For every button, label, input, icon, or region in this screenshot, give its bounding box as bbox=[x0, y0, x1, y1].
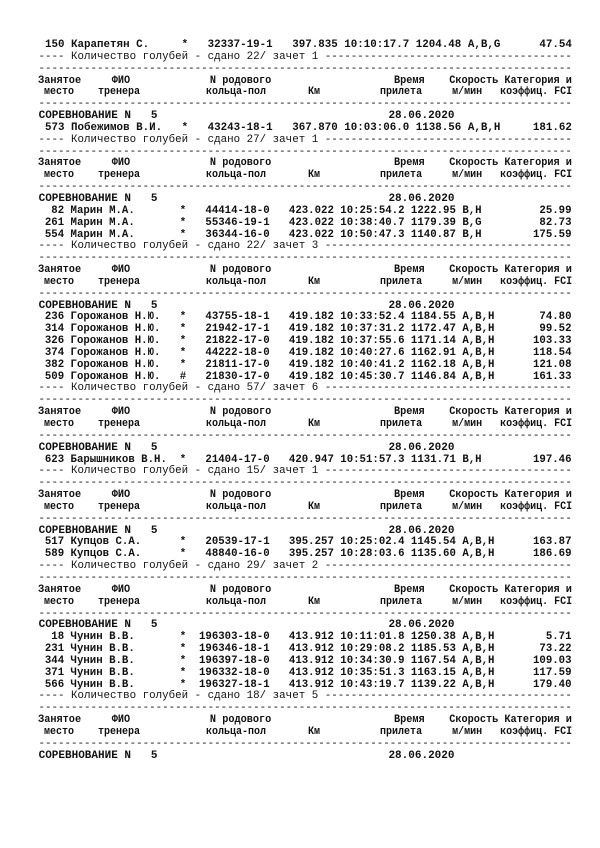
column-header-line: место тренера кольца-пол Км прилета м/мин коэффиц. FCI bbox=[32, 418, 573, 430]
pigeon-count-summary: ---- Количество голубей - сдано 57/ зачет 6 -------------------------------------- bbox=[32, 382, 572, 395]
result-row: 371 Чунин В.В. * 196332-18-0 413.912 10:35:51.3 1163.15 A,B,H 117.59 bbox=[32, 666, 572, 679]
separator-line: ---------------------------------------------------------------------------------- bbox=[32, 98, 572, 111]
result-row: 509 Горожанов Н.Ю. # 21830-17-0 419.182 10:45:30.7 1146.84 A,B,H 161.33 bbox=[32, 370, 572, 383]
competition-header: СОРЕВНОВАНИЕ N 5 28.06.2020 bbox=[32, 441, 455, 454]
separator-line: ---------------------------------------------------------------------------------- bbox=[32, 181, 572, 194]
separator-line: ---------------------------------------------------------------------------------- bbox=[32, 737, 572, 750]
result-row: 374 Горожанов Н.Ю. * 44222-18-0 419.182 10:40:27.6 1162.91 A,B,H 118.54 bbox=[32, 346, 572, 359]
separator-line: ---------------------------------------------------------------------------------- bbox=[32, 607, 572, 620]
result-row: 517 Купцов С.А. * 20539-17-1 395.257 10:25:02.4 1145.54 A,B,H 163.87 bbox=[32, 536, 572, 549]
result-row: 150 Карапетян С. * 32337-19-1 397.835 10:10:17.7 1204.48 A,B,G 47.54 bbox=[32, 39, 572, 51]
separator-line: ---------------------------------------------------------------------------------- bbox=[32, 287, 572, 300]
column-header-line: Занятое ФИО N родового Время Скорость Категория и bbox=[32, 583, 572, 596]
result-row: 326 Горожанов Н.Ю. * 21822-17-0 419.182 10:37:55.6 1171.14 A,B,H 103.33 bbox=[32, 335, 572, 348]
result-row: 589 Купцов С.А. * 48840-16-0 395.257 10:28:03.6 1135.60 A,B,H 186.69 bbox=[32, 548, 572, 561]
column-header-line: место тренера кольца-пол Км прилета м/мин коэффиц. FCI bbox=[32, 169, 573, 182]
result-row: 261 Марин М.А. * 55346-19-1 423.022 10:38:40.7 1179.39 B,G 82.73 bbox=[32, 216, 572, 229]
results-report bbox=[32, 40, 572, 762]
competition-header: СОРЕВНОВАНИЕ N 5 28.06.2020 bbox=[32, 110, 455, 123]
result-row: 18 Чунин В.В. * 196303-18-0 413.912 10:11:01.8 1250.38 A,B,H 5.71 bbox=[32, 631, 572, 644]
pigeon-count-summary: ---- Количество голубей - сдано 29/ зачет 2 -------------------------------------- bbox=[32, 560, 572, 573]
pigeon-count-summary: ---- Количество голубей - сдано 15/ зачет 1 -------------------------------------- bbox=[32, 465, 572, 478]
column-header-line: Занятое ФИО N родового Время Скорость Категория и bbox=[32, 489, 572, 502]
column-header-line: место тренера кольца-пол Км прилета м/мин коэффиц. FCI bbox=[32, 725, 573, 738]
column-header-line: место тренера кольца-пол Км прилета м/мин коэффиц. FCI bbox=[32, 595, 573, 608]
separator-line: ---------------------------------------------------------------------------------- bbox=[32, 571, 572, 584]
separator-line: ---------------------------------------------------------------------------------- bbox=[32, 394, 572, 407]
competition-header: СОРЕВНОВАНИЕ N 5 28.06.2020 bbox=[32, 299, 455, 312]
column-header-line: Занятое ФИО N родового Время Скорость Категория и bbox=[32, 264, 572, 277]
separator-line: ---------------------------------------------------------------------------------- bbox=[32, 512, 572, 525]
result-row: 623 Барышников В.Н. * 21404-17-0 420.947 10:51:57.3 1131.71 B,H 197.46 bbox=[32, 453, 572, 466]
pigeon-count-summary: ---- Количество голубей - сдано 22/ зачет 3 -------------------------------------- bbox=[32, 240, 572, 253]
competition-header: СОРЕВНОВАНИЕ N 5 28.06.2020 bbox=[32, 749, 455, 762]
column-header-line: Занятое ФИО N родового Время Скорость Категория и bbox=[32, 74, 572, 87]
pigeon-count-summary: ---- Количество голубей - сдано 27/ зачет 1 -------------------------------------- bbox=[32, 133, 572, 146]
column-header-line: место тренера кольца-пол Км прилета м/мин коэффиц. FCI bbox=[32, 86, 573, 99]
competition-header: СОРЕВНОВАНИЕ N 5 28.06.2020 bbox=[32, 619, 455, 632]
result-row: 82 Марин М.А. * 44414-18-0 423.022 10:25:54.2 1222.95 B,H 25.99 bbox=[32, 204, 572, 217]
separator-line: ---------------------------------------------------------------------------------- bbox=[32, 62, 572, 75]
result-row: 344 Чунин В.В. * 196397-18-0 413.912 10:34:30.9 1167.54 A,B,H 109.03 bbox=[32, 654, 572, 667]
result-row: 236 Горожанов Н.Ю. * 43755-18-1 419.182 10:33:52.4 1184.55 A,B,H 74.80 bbox=[32, 311, 572, 324]
result-row: 231 Чунин В.В. * 196346-18-1 413.912 10:29:08.2 1185.53 A,B,H 73.22 bbox=[32, 643, 572, 656]
result-row: 314 Горожанов Н.Ю. * 21942-17-1 419.182 10:37:31.2 1172.47 A,B,H 99.52 bbox=[32, 323, 572, 336]
column-header-line: место тренера кольца-пол Км прилета м/мин коэффиц. FCI bbox=[32, 500, 573, 513]
competition-header: СОРЕВНОВАНИЕ N 5 28.06.2020 bbox=[32, 192, 455, 205]
column-header-line: Занятое ФИО N родового Время Скорость Категория и bbox=[32, 406, 572, 419]
separator-line: ---------------------------------------------------------------------------------- bbox=[32, 702, 572, 715]
separator-line: ---------------------------------------------------------------------------------- bbox=[32, 145, 572, 158]
result-row: 573 Побежимов В.И. * 43243-18-1 367.870 10:03:06.0 1138.56 A,B,H 181.62 bbox=[32, 121, 572, 134]
separator-line: ---------------------------------------------------------------------------------- bbox=[32, 477, 572, 490]
separator-line: ---------------------------------------------------------------------------------- bbox=[32, 429, 572, 442]
column-header-line: Занятое ФИО N родового Время Скорость Категория и bbox=[32, 157, 572, 170]
result-row: 382 Горожанов Н.Ю. * 21811-17-0 419.182 10:40:41.2 1162.18 A,B,H 121.08 bbox=[32, 358, 572, 371]
separator-line: ---------------------------------------------------------------------------------- bbox=[32, 252, 572, 265]
result-row: 566 Чунин В.В. * 196327-18-1 413.912 10:43:19.7 1139.22 A,B,H 179.40 bbox=[32, 678, 572, 691]
result-row: 554 Марин М.А. * 36344-16-0 423.022 10:50:47.3 1140.87 B,H 175.59 bbox=[32, 228, 572, 241]
pigeon-count-summary: ---- Количество голубей - сдано 18/ зачет 5 -------------------------------------- bbox=[32, 690, 572, 703]
column-header-line: место тренера кольца-пол Км прилета м/мин коэффиц. FCI bbox=[32, 275, 573, 288]
column-header-line: Занятое ФИО N родового Время Скорость Категория и bbox=[32, 714, 572, 727]
competition-header: СОРЕВНОВАНИЕ N 5 28.06.2020 bbox=[32, 524, 455, 537]
pigeon-count-summary: ---- Количество голубей - сдано 22/ зачет 1 -------------------------------------- bbox=[32, 50, 572, 63]
